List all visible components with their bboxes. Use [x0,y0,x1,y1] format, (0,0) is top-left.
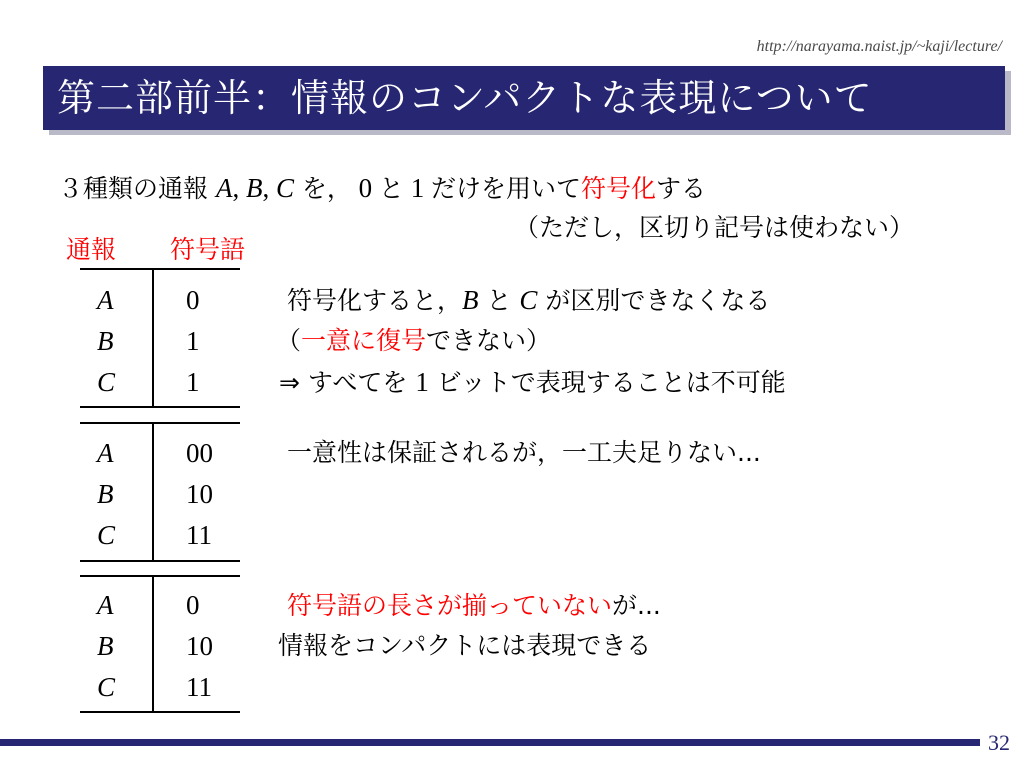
table3-code: 11 [186,672,212,702]
comment-text: と [478,286,520,315]
table-divider [80,422,240,424]
comment1-line1 [287,284,770,317]
table3-symbol: B [97,631,114,661]
table1-code: 0 [186,285,200,315]
var-b: B [462,285,479,315]
table-divider [80,560,240,562]
comment-text: が区別できなくなる [537,286,771,315]
table1-code: 1 [186,367,200,397]
table2-symbol: A [97,438,114,468]
table2-symbol: C [97,520,116,550]
var-c: C [519,285,538,315]
digit-one: 1 [415,367,429,397]
table-column-divider [152,424,154,560]
comment1-line3 [279,366,786,399]
intro-text: を， [293,174,352,203]
table-divider [80,575,240,577]
header-codeword: 符号語 [170,235,246,264]
comment-text: が... [612,591,661,620]
title-bar [43,66,1005,130]
table-column-divider [152,577,154,711]
slide-title: 第二部前半：情報のコンパクトな表現について [57,76,873,120]
footer-bar [0,739,980,746]
intro-text: ３種類の通報 [58,174,216,203]
table2-code: 10 [186,479,213,509]
comment-text: ビットで表現することは不可能 [428,368,786,397]
comment-text: できない） [426,326,552,355]
table-column-divider [152,270,154,406]
header-url: http://narayama.naist.jp/~kaji/lecture/ [756,38,1002,55]
comment-text: （ [276,326,302,355]
table2-code: 11 [186,520,212,550]
table3-code: 10 [186,631,213,661]
table3-symbol: A [97,590,114,620]
intro-text: と [378,174,404,203]
table3-code: 0 [186,590,200,620]
comment-text: 符号化すると， [287,286,463,315]
digit-zero: 0 [351,173,379,203]
intro-line-1 [58,172,706,205]
emphasis-unique-decoding: 一意に復号 [301,326,427,355]
table1-symbol: B [97,326,114,356]
var-b: B [245,173,263,203]
separator: , [262,173,276,203]
table2-code: 00 [186,438,213,468]
table-divider [80,406,240,408]
comment3-line2: 情報をコンパクトには表現できる [278,631,652,660]
table1-symbol: A [97,285,114,315]
table1-symbol: C [97,367,116,397]
page-number: 32 [988,730,1010,755]
intro-text: する [655,174,706,203]
emphasis-unequal-length: 符号語の長さが揃っていない [287,591,613,620]
table-divider [80,711,240,713]
comment-text: ⇒ すべてを [279,368,416,397]
intro-text: だけを用いて [430,174,581,203]
header-message: 通報 [66,235,117,264]
digit-one: 1 [403,173,431,203]
table1-code: 1 [186,326,200,356]
comment1-line2 [276,325,551,357]
var-c: C [275,173,294,203]
table3-symbol: C [97,672,116,702]
table2-symbol: B [97,479,114,509]
table-divider [80,268,240,270]
separator: , [232,173,246,203]
comment3-line1 [287,590,661,622]
comment2-line1: 一意性は保証されるが，一工夫足りない... [287,438,761,467]
emphasis-encoding: 符号化 [580,174,656,203]
intro-line-2: （ただし，区切り記号は使わない） [514,213,915,242]
var-a: A [215,173,233,203]
